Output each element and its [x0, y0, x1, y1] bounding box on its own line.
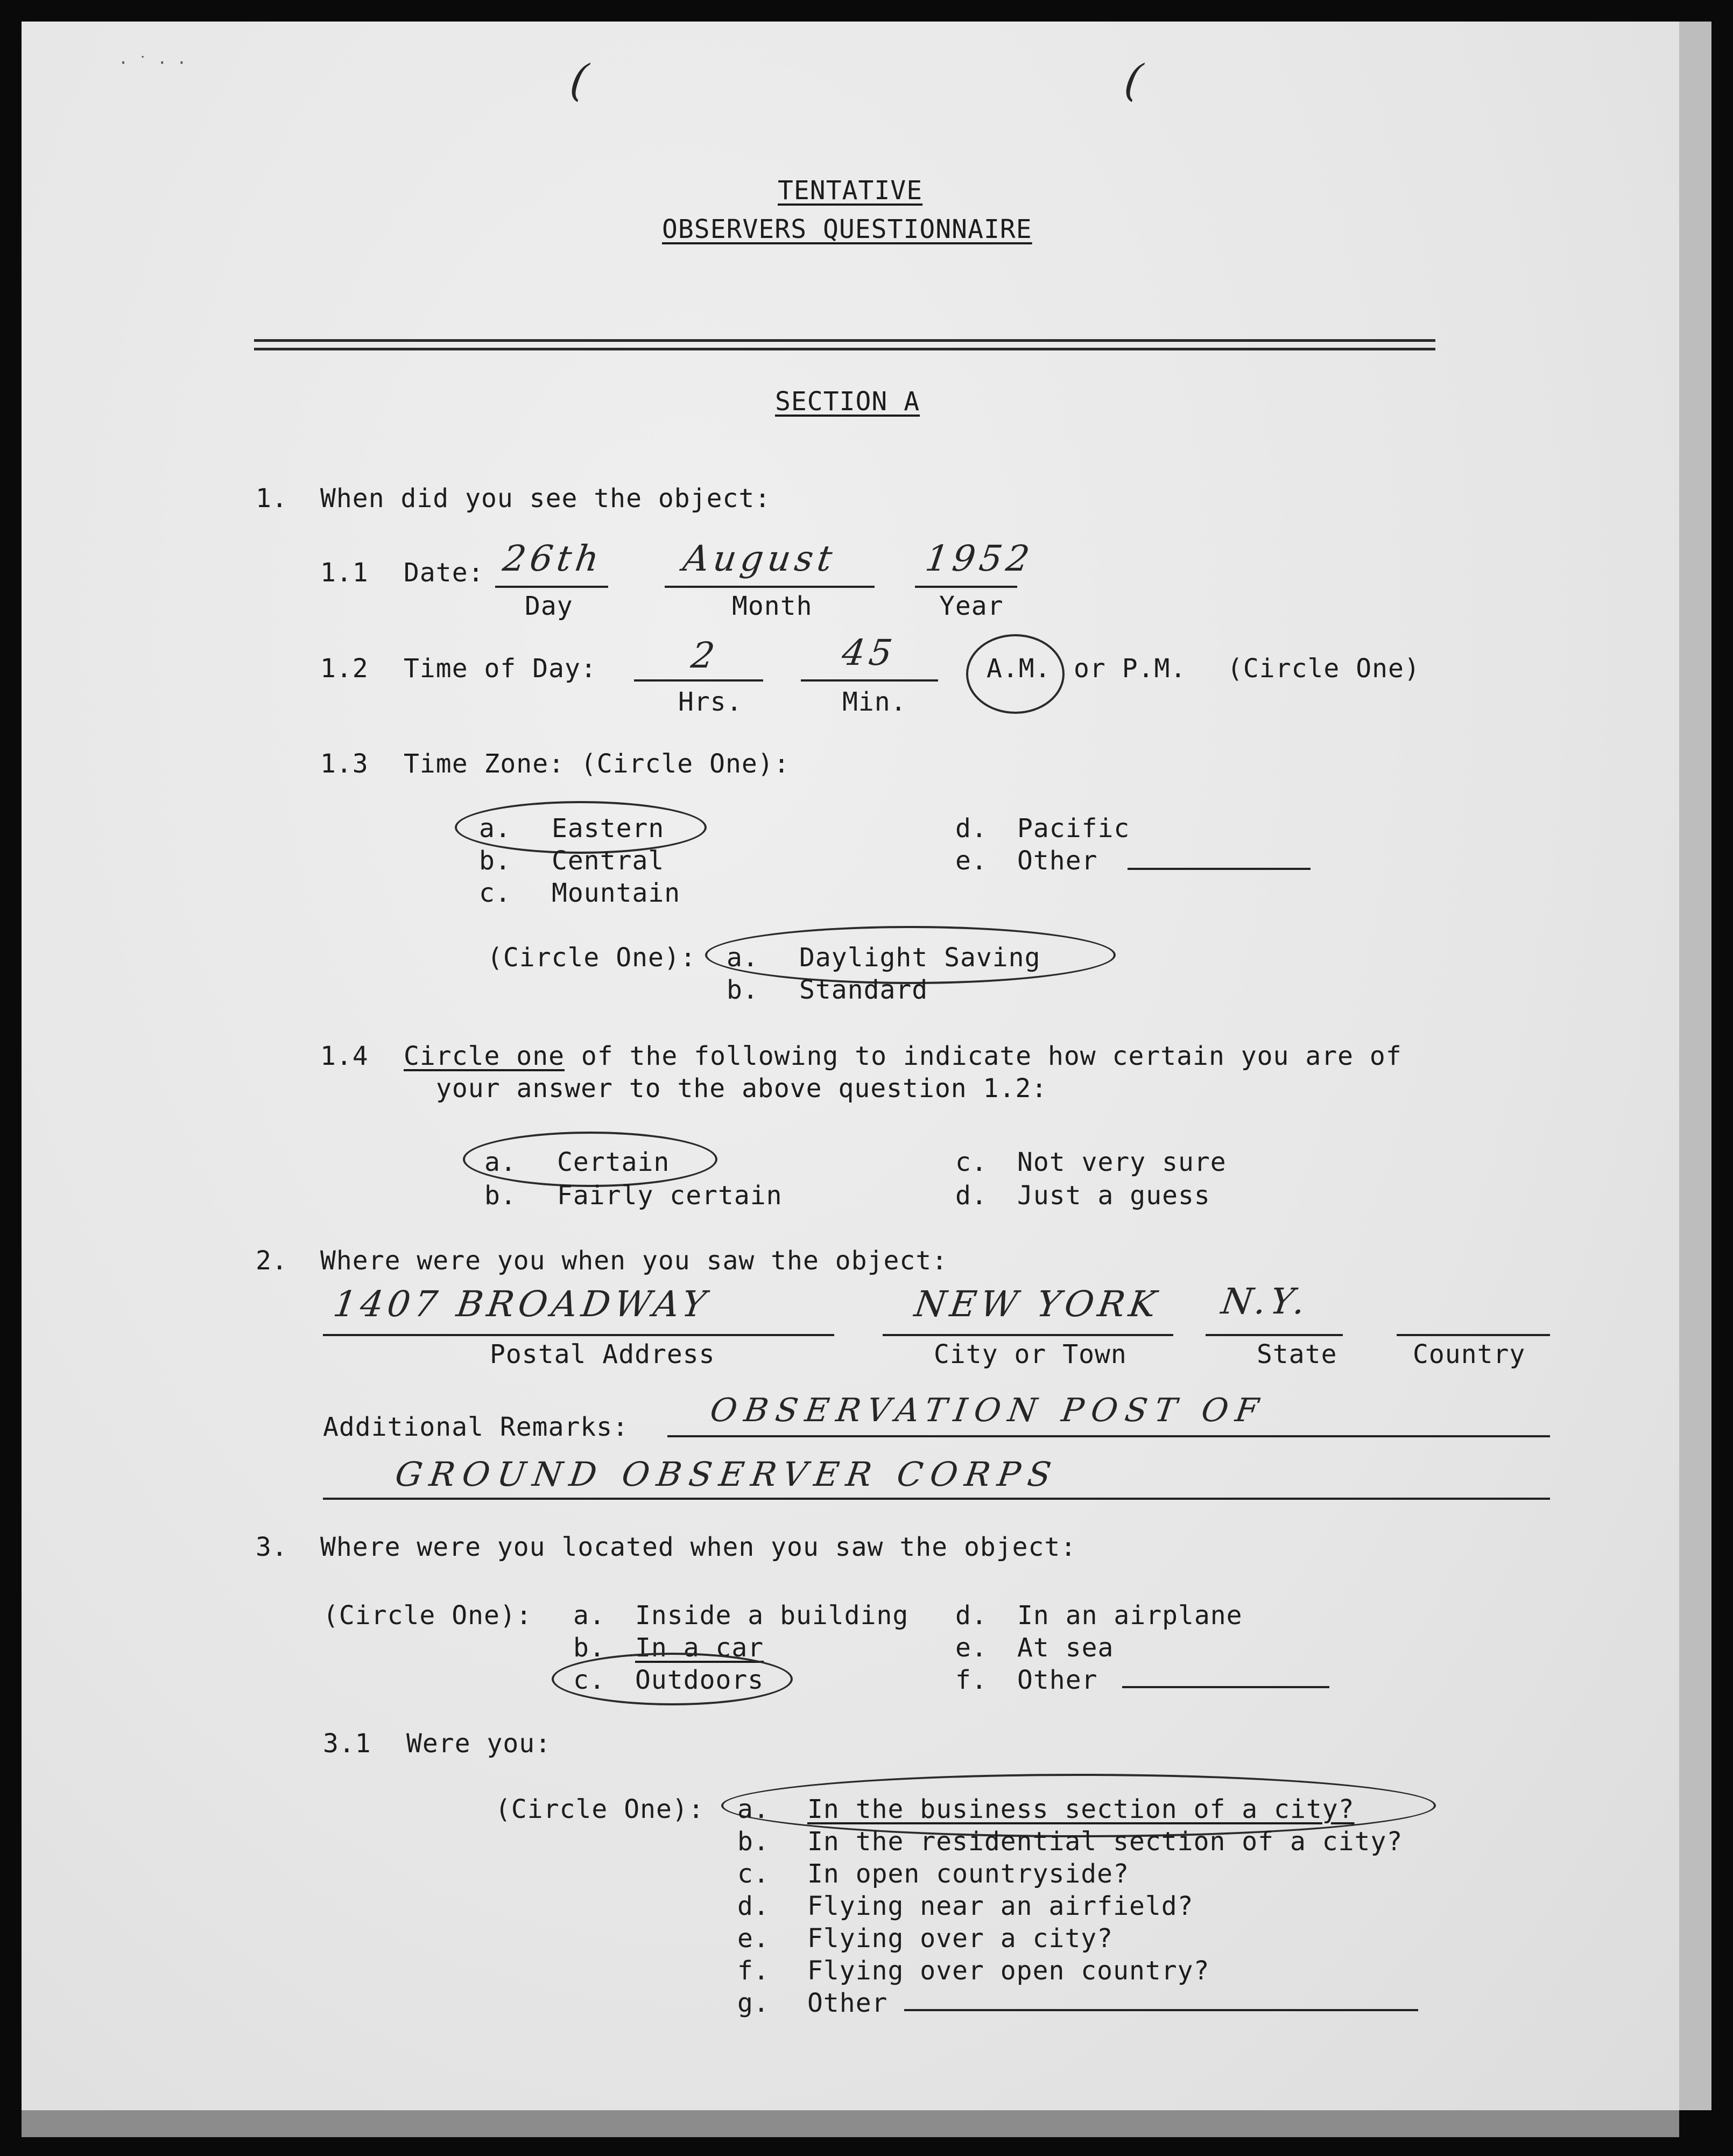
area-b-residential[interactable]: In the residential section of a city?: [807, 1827, 1403, 1857]
dst-a-daylight-saving[interactable]: Daylight Saving: [799, 943, 1041, 973]
loc-b-letter: b.: [573, 1633, 605, 1663]
dst-b-letter: b.: [727, 975, 759, 1005]
tz-other-line: [1128, 868, 1311, 870]
date-day-caption: Day: [525, 591, 573, 621]
loc-a-building[interactable]: Inside a building: [635, 1600, 909, 1631]
date-month-line: [665, 586, 875, 588]
area-g-other[interactable]: Other: [807, 1988, 888, 2018]
certainty-b-fairly[interactable]: Fairly certain: [557, 1181, 783, 1211]
dst-b-standard[interactable]: Standard: [799, 975, 928, 1005]
city-value[interactable]: NEW YORK: [912, 1283, 1163, 1325]
certainty-b-letter: b.: [484, 1181, 517, 1211]
country-line: [1397, 1334, 1550, 1336]
q1-4-number: 1.4: [320, 1041, 369, 1071]
loc-c-letter: c.: [573, 1665, 605, 1695]
certainty-a-certain[interactable]: Certain: [557, 1147, 670, 1177]
q1-4-text: of the following to indicate how certain you are of: [565, 1041, 1402, 1071]
loc-e-sea[interactable]: At sea: [1017, 1633, 1114, 1663]
area-e-letter: e.: [737, 1923, 770, 1954]
date-month-value[interactable]: August: [680, 538, 839, 579]
q3-1-text: Were you:: [406, 1729, 552, 1759]
date-day-value[interactable]: 26th: [500, 538, 606, 579]
tz-c-letter: c.: [479, 878, 511, 908]
address-value[interactable]: 1407 BROADWAY: [330, 1283, 713, 1325]
tz-d-pacific[interactable]: Pacific: [1017, 813, 1130, 844]
city-caption: City or Town: [934, 1339, 1127, 1370]
q1-text: When did you see the object:: [320, 483, 771, 514]
area-other-line: [904, 2009, 1418, 2011]
certainty-c-not-sure[interactable]: Not very sure: [1017, 1147, 1227, 1177]
certainty-d-guess[interactable]: Just a guess: [1017, 1181, 1210, 1211]
loc-other-line: [1122, 1686, 1329, 1688]
am-option[interactable]: A.M.: [987, 654, 1051, 684]
time-min-value[interactable]: 45: [839, 632, 899, 673]
q3-1-number: 3.1: [323, 1729, 371, 1759]
tz-d-letter: d.: [955, 813, 988, 844]
time-hrs-value[interactable]: 2: [688, 635, 722, 676]
section-title: SECTION A: [775, 387, 920, 417]
area-g-letter: g.: [737, 1988, 770, 2018]
q1-1-number: 1.1: [320, 558, 369, 588]
q3-circle-label: (Circle One):: [323, 1600, 532, 1631]
date-day-line: [495, 586, 608, 588]
q1-4-underlined: Circle one: [404, 1041, 565, 1071]
remarks-line2[interactable]: GROUND OBSERVER CORPS: [392, 1455, 1061, 1494]
tz-e-other[interactable]: Other: [1017, 846, 1098, 876]
date-month-caption: Month: [732, 591, 813, 621]
q3-number: 3.: [256, 1532, 288, 1562]
area-b-letter: b.: [737, 1827, 770, 1857]
margin-paren-mark-left: (: [567, 55, 595, 106]
area-c-countryside[interactable]: In open countryside?: [807, 1859, 1129, 1889]
loc-a-letter: a.: [573, 1600, 605, 1631]
loc-f-other[interactable]: Other: [1017, 1665, 1098, 1695]
q3-text: Where were you located when you saw the object:: [320, 1532, 1077, 1562]
state-value[interactable]: N.Y.: [1218, 1281, 1313, 1322]
date-year-caption: Year: [939, 591, 1004, 621]
page-bottom-shadow: [22, 2110, 1679, 2137]
area-f-letter: f.: [737, 1956, 770, 1986]
location-selection-circle: [552, 1653, 793, 1705]
time-hrs-caption: Hrs.: [678, 687, 743, 717]
loc-b-car[interactable]: In a car: [635, 1633, 764, 1663]
header-tentative: TENTATIVE: [778, 175, 923, 206]
tz-e-letter: e.: [955, 846, 988, 876]
time-label: Time of Day:: [404, 654, 597, 684]
q1-3-number: 1.3: [320, 749, 369, 779]
area-f-open-country[interactable]: Flying over open country?: [807, 1956, 1210, 1986]
divider-top: [254, 339, 1435, 342]
q3-1-circle-label: (Circle One):: [495, 1794, 705, 1824]
loc-d-airplane[interactable]: In an airplane: [1017, 1600, 1243, 1631]
area-c-letter: c.: [737, 1859, 770, 1889]
time-min-caption: Min.: [842, 687, 907, 717]
q1-2-number: 1.2: [320, 654, 369, 684]
loc-f-letter: f.: [955, 1665, 988, 1695]
timezone-label: Time Zone: (Circle One):: [404, 749, 790, 779]
questionnaire-page: [22, 22, 1679, 2110]
address-caption: Postal Address: [490, 1339, 715, 1370]
scan-specks: · ˙ · ·: [118, 54, 187, 73]
area-e-over-city[interactable]: Flying over a city?: [807, 1923, 1114, 1954]
certainty-a-letter: a.: [484, 1147, 517, 1177]
loc-c-outdoors[interactable]: Outdoors: [635, 1665, 764, 1695]
area-d-letter: d.: [737, 1891, 770, 1921]
state-line: [1206, 1334, 1343, 1336]
time-hrs-line: [634, 679, 763, 682]
header-title: OBSERVERS QUESTIONNAIRE: [662, 214, 1032, 244]
dst-label: (Circle One):: [487, 943, 696, 973]
q1-number: 1.: [256, 483, 288, 514]
area-a-business[interactable]: In the business section of a city?: [807, 1794, 1355, 1824]
am-selection-circle: [966, 634, 1065, 714]
q1-4-text-line2: your answer to the above question 1.2:: [436, 1073, 1048, 1104]
remarks-line1[interactable]: OBSERVATION POST OF: [708, 1392, 1269, 1429]
tz-b-letter: b.: [479, 846, 511, 876]
time-min-line: [801, 679, 938, 682]
q2-text: Where were you when you saw the object:: [320, 1246, 948, 1276]
certainty-d-letter: d.: [955, 1181, 988, 1211]
country-caption: Country: [1413, 1339, 1526, 1370]
state-caption: State: [1257, 1339, 1337, 1370]
divider-bottom: [254, 348, 1435, 350]
date-year-value[interactable]: 1952: [922, 538, 1037, 579]
loc-e-letter: e.: [955, 1633, 988, 1663]
margin-paren-mark-right: (: [1121, 55, 1150, 106]
certainty-c-letter: c.: [955, 1147, 988, 1177]
page-edge-shadow: [1679, 22, 1711, 2110]
pm-option[interactable]: or P.M.: [1074, 654, 1187, 684]
area-d-airfield[interactable]: Flying near an airfield?: [807, 1891, 1194, 1921]
time-instruction: (Circle One): [1227, 654, 1420, 684]
tz-b-central[interactable]: Central: [552, 846, 665, 876]
loc-d-letter: d.: [955, 1600, 988, 1631]
q2-number: 2.: [256, 1246, 288, 1276]
area-a-letter: a.: [737, 1794, 770, 1824]
remarks-line1-rule: [667, 1435, 1550, 1437]
address-line: [323, 1334, 834, 1336]
tz-a-eastern[interactable]: Eastern: [552, 813, 665, 844]
date-year-line: [915, 586, 1017, 588]
tz-c-mountain[interactable]: Mountain: [552, 878, 681, 908]
certainty-selection-circle: [463, 1132, 717, 1187]
dst-a-letter: a.: [727, 943, 759, 973]
remarks-line2-rule: [323, 1498, 1550, 1500]
city-line: [883, 1334, 1173, 1336]
date-label: Date:: [404, 558, 484, 588]
remarks-label: Additional Remarks:: [323, 1412, 629, 1442]
tz-a-letter: a.: [479, 813, 511, 844]
